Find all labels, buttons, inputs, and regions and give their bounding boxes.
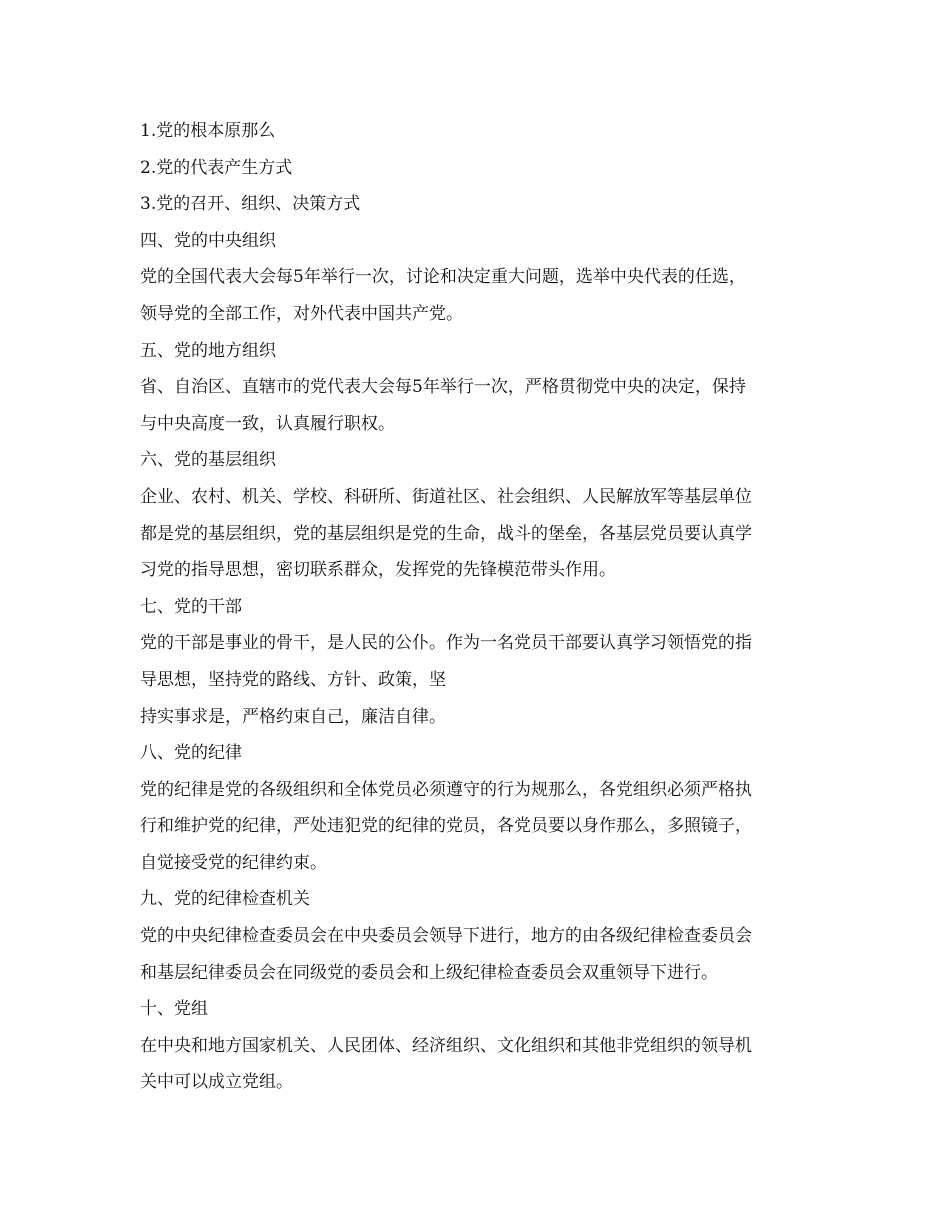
list-item-principle: 1.党的根本原那么 — [140, 121, 276, 141]
paragraph-line: 导思想，坚持党的路线、方针、政策，坚 — [140, 669, 446, 690]
paragraph-line: 和基层纪律委员会在同级党的委员会和上级纪律检查委员会双重领导下进行。 — [140, 962, 718, 983]
heading-local-organization: 五、党的地方组织 — [140, 340, 276, 361]
paragraph-line: 党的干部是事业的骨干，是人民的公仆。作为一名党员干部要认真学习领悟党的指 — [140, 633, 752, 654]
paragraph-line: 企业、农村、机关、学校、科研所、街道社区、社会组织、人民解放军等基层单位 — [140, 486, 752, 507]
heading-discipline-inspection: 九、党的纪律检查机关 — [140, 889, 310, 910]
paragraph-line: 党的全国代表大会每5年举行一次，讨论和决定重大问题，选举中央代表的任选， — [140, 267, 746, 288]
paragraph-line: 省、自治区、直辖市的党代表大会每5年举行一次，严格贯彻党中央的决定，保持 — [140, 377, 746, 398]
heading-discipline: 八、党的纪律 — [140, 743, 242, 764]
paragraph-line: 关中可以成立党组。 — [140, 1072, 293, 1093]
paragraph-line: 行和维护党的纪律，严处违犯党的纪律的党员，各党员要以身作那么，多照镜子， — [140, 816, 752, 837]
paragraph-line: 都是党的基层组织，党的基层组织是党的生命，战斗的堡垒，各基层党员要认真学 — [140, 523, 752, 544]
heading-party-group: 十、党组 — [140, 999, 208, 1020]
heading-grassroots-organization: 六、党的基层组织 — [140, 450, 276, 471]
heading-cadres: 七、党的干部 — [140, 596, 242, 617]
paragraph-line: 与中央高度一致，认真履行职权。 — [140, 413, 395, 434]
paragraph-line: 党的中央纪律检查委员会在中央委员会领导下进行，地方的由各级纪律检查委员会 — [140, 926, 752, 947]
paragraph-line: 自觉接受党的纪律约束。 — [140, 852, 327, 873]
paragraph-line: 习党的指导思想，密切联系群众，发挥党的先锋模范带头作用。 — [140, 560, 616, 581]
paragraph-line: 党的纪律是党的各级组织和全体党员必须遵守的行为规那么，各党组织必须严格执 — [140, 779, 752, 800]
paragraph-line: 领导党的全部工作，对外代表中国共产党。 — [140, 303, 463, 324]
paragraph-line: 在中央和地方国家机关、人民团体、经济组织、文化组织和其他非党组织的领导机 — [140, 1035, 752, 1056]
heading-central-organization: 四、党的中央组织 — [140, 230, 276, 251]
document-page — [140, 113, 820, 1101]
list-item-representative: 2.党的代表产生方式 — [140, 157, 293, 178]
list-item-convening: 3.党的召开、组织、决策方式 — [140, 194, 361, 215]
paragraph-line: 持实事求是，严格约束自己，廉洁自律。 — [140, 706, 446, 727]
